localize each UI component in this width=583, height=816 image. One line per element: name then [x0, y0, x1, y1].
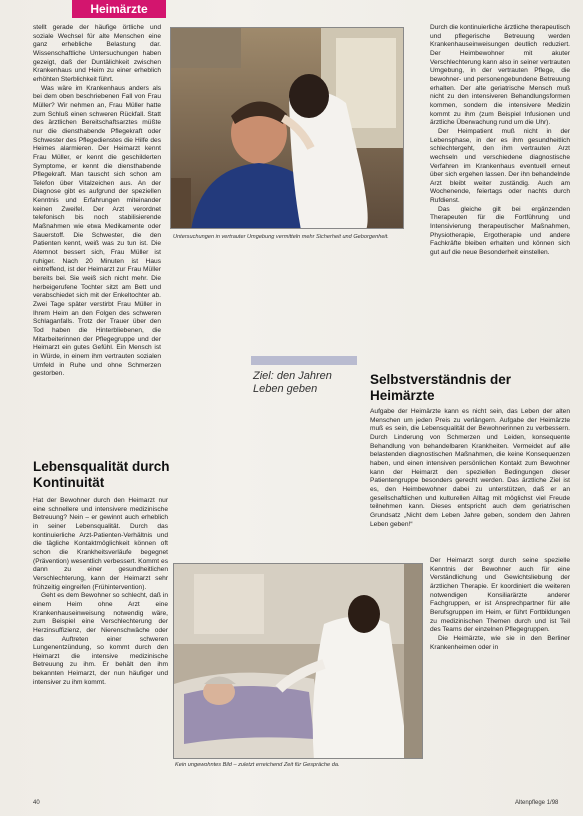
right-column-narrow-text	[430, 557, 570, 779]
right-column-lower-text	[370, 408, 570, 556]
page-number: 40	[33, 800, 40, 806]
photo-doctor-examining-patient	[170, 27, 404, 229]
pull-quote: Ziel: den Jahren Leben geben	[253, 370, 332, 395]
section-heading-lebensqualitaet: Lebensqualität durch Kontinuität	[33, 459, 170, 490]
paragraph: stellt gerade der häufige örtliche und soziale Wechsel für alte Menschen eine ganz erhebliche Belastung dar. Wissenschaftliche Untersuchungen haben gezeigt, daß der Duntälichkeit zwischen Krankenhaus und Heim zu einer erheblich erhöhten Sterblichkeit führt.	[33, 24, 161, 83]
photo-bottom-caption: Kein ungewohntes Bild – zuletzt erreichend Zeit für Gespräche da.	[175, 762, 340, 768]
paragraph: Das gleiche gilt bei ergänzenden Therapeuten für die Fortführung und Intensivierung therapeutischer Maßnahmen, Physiotherapie, Ergotherapie und andere Fachkräfte bleiben erhalten und können sich gut auf die neue Besonderheit einstellen.	[430, 205, 570, 257]
right-column-upper-text	[430, 24, 570, 329]
paragraph: Geht es dem Bewohner so schlecht, daß in einem Heim ohne Arzt eine Krankenhauseinweisung notwendig wäre, zum Beispiel eine Verschlechterung der Herzinsuffizienz, der Nierenschwäche oder das Auftreten einer schweren Lungenentzündung, so kommt durch den Heimarzt die intensive medizinische Betreuung zu ihm. Er behält den ihm bekannten Heimarzt, der nun häufiger und intensiver zu ihm kommt.	[33, 592, 168, 686]
paragraph: Hat der Bewohner durch den Heimarzt nur eine schnellere und intensivere medizinische Betreuung? Nein – er gewinnt auch erheblich in seiner Lebensqualität. Durch das kontinuierliche Arzt-Patienten-Verhältnis und die tägliche Kontaktmöglichkeit können oft schon die Krankheitsverläufe begegnet (Prävention) wesentlich verbessert. Kommt es dann zu einer gesundheitlichen Verschlechterung, kann der Heimarzt sehr frühzeitig eingreifen (Frühintervention).	[33, 497, 168, 591]
paragraph: Aufgabe der Heimärzte kann es nicht sein, das Leben der alten Menschen um jeden Preis zu verlängern. Aufgabe der Heimärzte muß es sein, die Lebensqualität der Bewohnerinnen zu verbessern. Durch Linderung von Schmerzen und Leiden, konsequente Behandlung von behandelbaren Krankheiten. Vermeidet auf alle belastenden diagnostischen Maßnahmen, die keine Konsequenzen haben, und einen intensiven persönlichen Kontakt zum Bewohner kann der Heimarzt den speziellen Bedingungen dieser Patientengruppe besonders gerecht werden. Das ärztliche Ziel ist es, den Heimbewohner dabei zu unterstützen, daß er an gesellschaftlichen und kulturellen Alltag mit möglichst viel Freude teilnehmen kann. Dieses entspricht auch dem geriatrischen Grundsatz „Nicht dem Leben Jahre geben, sondern den Jahren Leben geben!“	[370, 408, 570, 528]
photo-illustration	[171, 28, 404, 229]
paragraph: Die Heimärzte, wie sie in den Berliner Krankenheimen oder in	[430, 634, 570, 651]
photo-doctor-patient-conversation	[173, 563, 423, 759]
section-tab: Heimärzte	[72, 0, 166, 18]
left-column-lower-text	[33, 497, 168, 772]
photo-illustration	[174, 564, 423, 759]
pull-quote-bar	[251, 356, 357, 365]
left-column-upper-text	[33, 24, 161, 464]
section-heading-selbstverstaendnis: Selbstverständnis der Heimärzte	[370, 372, 512, 403]
paragraph: Durch die kontinuierliche ärztliche therapeutisch und pflegerische Betreuung werden Krankenhauseinweisungen deutlich reduziert. Der Heimbewohner mit akuter Verschlechterung kann also in seiner vertrauten Umgebung, in der vertrauten Pflege, die bewohner- und personengebundene Betreuung erhalten. Der alte geriatrische Mensch muß nicht zu den intensiveren Behandlungsformen kommen, sondern die intensivere Medizin kommt zu ihm (zum Beispiel Infusionen und ärztliche Überwachung rund um die Uhr).	[430, 24, 570, 127]
paragraph: Der Heimpatient muß nicht in der Lebensphase, in der es ihm gesundheitlich schlechtergeht, den ihm vertrauten Arzt wechseln und verschiedene diagnostische Verfahren im Krankenhaus eventuell erneut über sich ergehen lassen. Der ihn behandelnde Arzt bleibt weiter zuständig. Auch am Wochenende, feiertags oder nachts durch Rufdienst.	[430, 127, 570, 205]
paragraph: Was wäre im Krankenhaus anders als bei dem oben beschriebenen Fall von Frau Müller? Wir nehmen an, Frau Müller hatte zum Schluß einen schweren Rückfall. Statt des ärztlichen Bereitschaftsarztes müßte nur die diensthabende Pflegekraft oder Schwester des Pflegedienstes die Hilfe des Heimes alarmieren. Der Heimarzt kennt Frau Müller, er kennt die geschilderten Symptome, er kennt die diensthabende Pflegekraft. Man tauscht sich schon am Telefon über Vitalzeichen aus. An der Diagnose gibt es aufgrund der speziellen Kenntnis und Erfahrungen miteinander keinen Zweifel. Der Arzt verordnet telefonisch bis noch stabilisierende Maßnahmen wie etwa Medikamente oder Sauerstoff. Die Schwester, die den Patienten kennt, weiß was zu tun ist. Die Atemnot bessert sich, Frau Müller ist ruhiger. Nach 20 Minuten ist Haus eintreffend, ist der Heimarzt zur Frau Müller bereits bei. Sie weiß sich nicht mehr. Die herbeigerufene Tochter sitzt am Bett und verabschiedet sich mit der Enkeltochter ab. Zwei Tage später verstirbt Frau Müller in Ihrem Heim an den Folgen des schweren Schlaganfalls. Trotz der Trauer über den Tod haben die Hinterbliebenen, die Mitarbeiterinnen der Pflegegruppe und der Heimarzt ein gutes Gefühl. Ein Mensch ist in Würde, in einem ihm vertrauten sozialen Umfeld in Ruhe und ohne Schmerzen gestorben.	[33, 84, 161, 378]
paragraph: Der Heimarzt sorgt durch seine spezielle Kenntnis der Bewohner auch für eine Verständlichung und Gewichtsliebung der ärztlichen Therapie. Er koordiniert die weiteren notwendigen Konsiliarärzte anderer Fachgruppen, er ist Ansprechpartner für alle Berufsgruppen im Heim, er führt Fortbildungen zu medizinischen Themen durch und ist Teil des Teams der einzelnen Pflegegruppen.	[430, 557, 570, 634]
journal-issue: Altenpflege 1/98	[515, 800, 559, 806]
photo-top-caption: Untersuchungen in vertrauter Umgebung vermitteln mehr Sicherheit und Geborgenheit.	[173, 234, 389, 240]
